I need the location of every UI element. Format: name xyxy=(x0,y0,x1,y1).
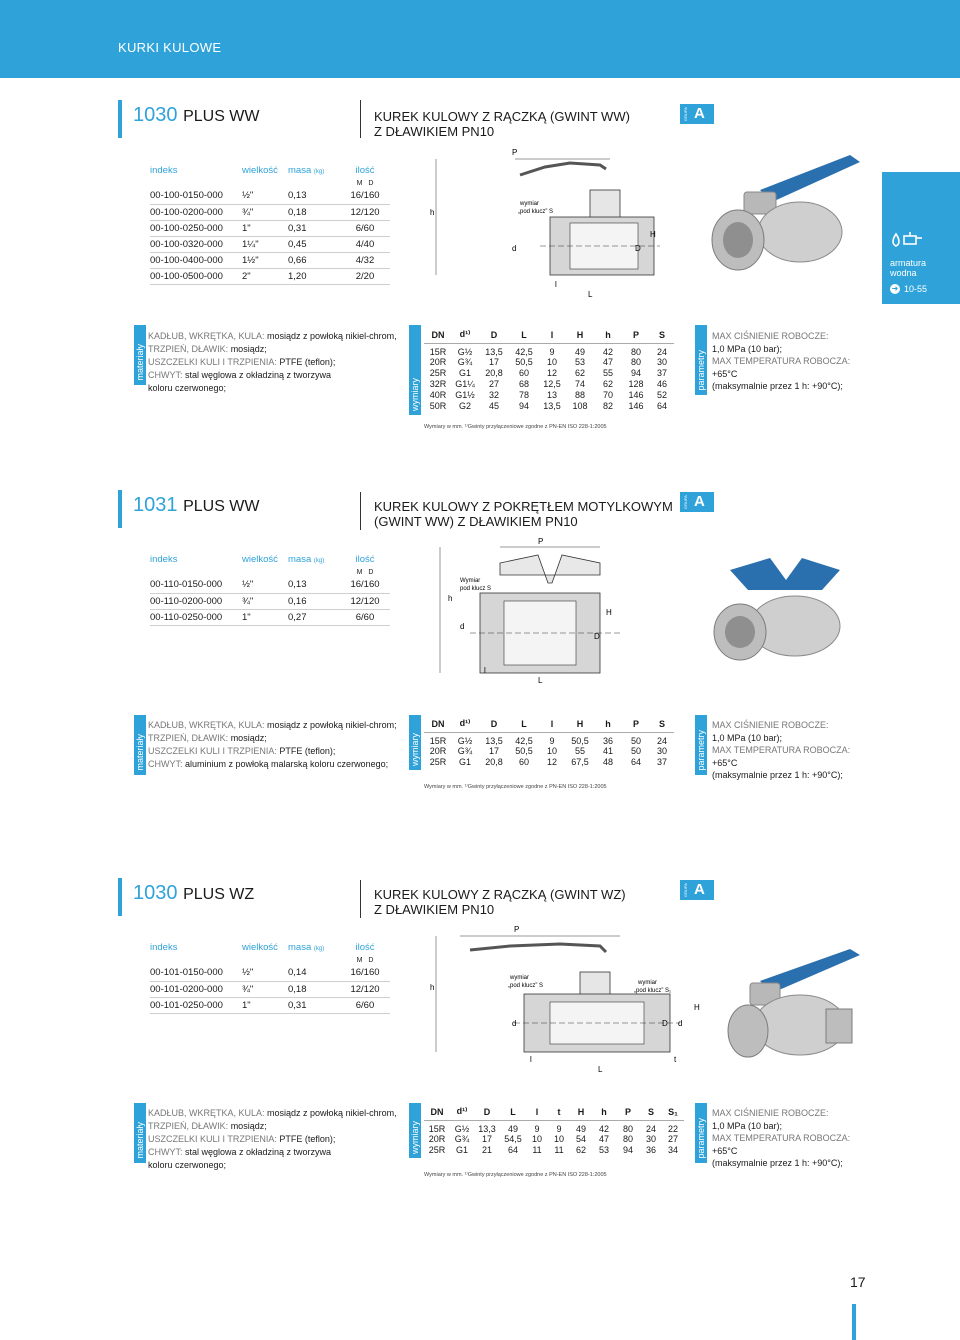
materials-text: KADŁUB, WKRĘTKA, KULA: mosiądz z powłoką nikiel-chrom, TRZPIEŃ, DŁAWIK: mosiądz; USZCZELKI KULI I TRZPIENIA: PTFE (teflon); CHWYT: stal węglowa z okładziną z tworzywa koloru czerwonego; xyxy=(148,331,397,393)
table-row: 32R G1¼ 27 68 12,5 74 62 128 46 xyxy=(429,379,667,389)
table-row: 20R G¾ 17 54,5 10 10 54 47 80 30 27 xyxy=(428,1134,678,1144)
svg-text:d: d xyxy=(678,1019,683,1028)
dimensions-tab: wymiary xyxy=(409,325,421,415)
table-row: 00-110-0200-000 ¾" 0,16 12/120 xyxy=(150,593,390,609)
table-row: 00-101-0150-000 ½" 0,14 16/160 xyxy=(150,965,390,981)
index-table: indeks wielkość masa (kg) ilość M D 00-100-0150-000 ½" 0,13 16/160 00-100-0200-000 ¾" 0,18 12/120 00-100-0250-000 1" 0,31 6/60 00-100-0320-000 1¼" 0,45 4/40 00-100-0400-000 1½" 0,66 4/32 00-100-0500-000 2" 1,20 2/20 xyxy=(150,162,390,285)
svg-text:P: P xyxy=(512,148,518,157)
materials-tab: materiały xyxy=(134,715,146,775)
svg-text:P: P xyxy=(514,925,520,934)
table-row: 00-101-0200-000 ¾" 0,18 12/120 xyxy=(150,981,390,997)
parameters-text: MAX CIŚNIENIE ROBOCZE: 1,0 MPa (10 bar); MAX TEMPERATURA ROBOCZA: +65°C (maksymalnie przez 1 h: +90°C); xyxy=(712,1108,851,1168)
table-row: 00-100-0320-000 1¼" 0,45 4/40 xyxy=(150,236,390,252)
table-row: 25R G1 21 64 11 11 62 53 94 36 34 xyxy=(428,1145,678,1155)
svg-text:l: l xyxy=(555,280,557,289)
svg-text:D: D xyxy=(594,632,600,641)
materials-text: KADŁUB, WKRĘTKA, KULA: mosiądz z powłoką nikiel-chrom, TRZPIEŃ, DŁAWIK: mosiądz; USZCZELKI KULI I TRZPIENIA: PTFE (teflon); CHWYT: stal węglowa z okładziną z tworzywa koloru czerwonego; xyxy=(148,1108,397,1170)
table-row: 50R G2 45 94 13,5 108 82 146 64 xyxy=(429,401,667,411)
header-title: KURKI KULOWE xyxy=(118,40,222,55)
svg-text:pod klucz S: pod klucz S xyxy=(460,586,492,592)
svg-text:L: L xyxy=(588,290,593,299)
svg-text:l: l xyxy=(530,1055,532,1064)
svg-text:„pod klucz” S: „pod klucz” S xyxy=(508,983,544,989)
dimensions-table: DN d¹⁾ D L l t H h P S S₁ 15R G½ 13,3 49 9 9 49 42 80 24 22 20R G¾ 17 54,5 10 10 54 47 80 30 27 25R G1 21 64 11 11 62 53 94 36 34 xyxy=(424,1104,684,1156)
table-row: 25R G1 20,8 60 12 67,5 48 64 37 xyxy=(429,757,667,767)
technical-drawing xyxy=(420,922,720,1077)
svg-text:H: H xyxy=(650,230,656,239)
page-number: 17 xyxy=(850,1274,866,1290)
model-number: 1031 PLUS WW xyxy=(133,494,260,516)
table-row: 00-110-0150-000 ½" 0,13 16/160 xyxy=(150,577,390,593)
svg-text:Wymiar: Wymiar xyxy=(460,578,481,584)
svg-text:H: H xyxy=(694,1003,700,1012)
table-row: 20R G¾ 17 50,5 10 55 41 50 30 xyxy=(429,746,667,756)
table-row: 15R G½ 13,3 49 9 9 49 42 80 24 22 xyxy=(428,1123,678,1134)
svg-text:wymiar: wymiar xyxy=(638,980,657,986)
table-row: 15R G½ 13,5 42,5 9 50,5 36 50 24 xyxy=(429,735,667,746)
product-photo xyxy=(720,935,870,1065)
parameters-tab: parametry xyxy=(695,715,707,775)
svg-text:l: l xyxy=(484,666,486,675)
svg-text:„pod klucz” S₁: „pod klucz” S₁ xyxy=(634,988,672,994)
product-title: KUREK KULOWY Z POKRĘTŁEM MOTYLKOWYM (GWINT WW) Z DŁAWIKIEM PN10 xyxy=(374,499,673,529)
category-label: armatura wodna xyxy=(890,258,927,278)
svg-text:t: t xyxy=(674,1055,677,1064)
svg-text:„pod klucz” S: „pod klucz” S xyxy=(518,209,554,215)
dimensions-table: DN d¹⁾ D L l H h P S 15R G½ 13,5 42,5 9 49 42 80 24 20R G¾ 17 50,5 10 53 47 80 30 25R G1 20,8 60 12 62 55 94 37 32R G1¼ 27 68 12,5 74 62 128 46 40R G1½ 32 78 13 88 70 146 52 50R G2 45 94 13,5 108 82 146 64 xyxy=(424,327,674,412)
dimensions-table: DN d¹⁾ D L l H h P S 15R G½ 13,5 42,5 9 50,5 36 50 24 20R G¾ 17 50,5 10 55 41 50 30 25R G1 20,8 60 12 67,5 48 64 37 xyxy=(424,716,674,768)
svg-text:D: D xyxy=(662,1019,668,1028)
svg-text:h: h xyxy=(430,983,435,992)
svg-text:wymiar: wymiar xyxy=(520,201,539,207)
svg-text:H: H xyxy=(606,608,612,617)
svg-text:P: P xyxy=(538,537,544,546)
svg-text:L: L xyxy=(538,676,543,685)
svg-text:h: h xyxy=(448,594,453,603)
index-table: indeks wielkość masa (kg) ilość M D 00-110-0150-000 ½" 0,13 16/160 00-110-0200-000 ¾" 0,16 12/120 00-110-0250-000 1" 0,27 6/60 xyxy=(150,551,390,626)
table-row: 15R G½ 13,5 42,5 9 49 42 80 24 xyxy=(429,346,667,357)
parameters-text: MAX CIŚNIENIE ROBOCZE: 1,0 MPa (10 bar); MAX TEMPERATURA ROBOCZA: +65°C (maksymalnie przez 1 h: +90°C); xyxy=(712,720,851,780)
dimensions-tab: wymiary xyxy=(409,715,421,770)
svg-text:D: D xyxy=(635,244,641,253)
materials-tab: materiały xyxy=(134,1103,146,1163)
parameters-tab: parametry xyxy=(695,325,707,395)
svg-text:d: d xyxy=(512,244,517,253)
svg-text:wymiar: wymiar xyxy=(510,975,529,981)
svg-text:h: h xyxy=(430,208,435,217)
parameters-tab: parametry xyxy=(695,1103,707,1163)
accent-bar xyxy=(118,878,122,916)
group-badge: GRUPA A xyxy=(680,492,714,512)
svg-text:d: d xyxy=(512,1019,517,1028)
group-badge: GRUPA A xyxy=(680,880,714,900)
table-row: 00-100-0150-000 ½" 0,13 16/160 xyxy=(150,188,390,204)
svg-text:d: d xyxy=(460,622,465,631)
table-row: 20R G¾ 17 50,5 10 53 47 80 30 xyxy=(429,357,667,367)
product-title: KUREK KULOWY Z RĄCZKĄ (GWINT WW) Z DŁAWIKIEM PN10 xyxy=(374,109,630,139)
table-row: 00-110-0250-000 1" 0,27 6/60 xyxy=(150,609,390,625)
table-row: 00-100-0500-000 2" 1,20 2/20 xyxy=(150,268,390,284)
table-row: 40R G1½ 32 78 13 88 70 146 52 xyxy=(429,390,667,400)
table-row: 00-101-0250-000 1" 0,31 6/60 xyxy=(150,997,390,1013)
title-separator xyxy=(360,880,361,918)
index-table: indeks wielkość masa (kg) ilość M D 00-101-0150-000 ½" 0,14 16/160 00-101-0200-000 ¾" 0,18 12/120 00-101-0250-000 1" 0,31 6/60 xyxy=(150,939,390,1014)
footnote: Wymiary w mm. ¹⁾Gwinty przyłączeniowe zgodne z PN-EN ISO 228-1:2005 xyxy=(424,784,607,790)
table-row: 00-100-0250-000 1" 0,31 6/60 xyxy=(150,220,390,236)
table-row: 00-100-0200-000 ¾" 0,18 12/120 xyxy=(150,204,390,220)
parameters-text: MAX CIŚNIENIE ROBOCZE: 1,0 MPa (10 bar); MAX TEMPERATURA ROBOCZA: +65°C (maksymalnie przez 1 h: +90°C); xyxy=(712,331,851,391)
arrow-right-icon: ➜ xyxy=(891,284,899,293)
materials-tab: materiały xyxy=(134,325,146,385)
model-number: 1030 PLUS WW xyxy=(133,104,260,126)
dimensions-tab: wymiary xyxy=(409,1103,421,1158)
product-title: KUREK KULOWY Z RĄCZKĄ (GWINT WZ) Z DŁAWIKIEM PN10 xyxy=(374,887,626,917)
model-number: 1030 PLUS WZ xyxy=(133,882,255,904)
page-link[interactable]: ➜ 10-55 xyxy=(891,284,928,294)
footnote: Wymiary w mm. ¹⁾Gwinty przyłączeniowe zgodne z PN-EN ISO 228-1:2005 xyxy=(424,1172,607,1178)
footnote: Wymiary w mm. ¹⁾Gwinty przyłączeniowe zgodne z PN-EN ISO 228-1:2005 xyxy=(424,424,607,430)
materials-text: KADŁUB, WKRĘTKA, KULA: mosiądz z powłoką nikiel-chrom; TRZPIEŃ, DŁAWIK: mosiądz; USZCZELKI KULI I TRZPIENIA: PTFE (teflon); CHWYT: aluminium z powłoką malarską koloru czerwonego; xyxy=(148,720,397,769)
table-row: 00-100-0400-000 1½" 0,66 4/32 xyxy=(150,252,390,268)
page-accent-bar xyxy=(852,1304,856,1340)
group-badge: GRUPA A xyxy=(680,104,714,124)
table-row: 25R G1 20,8 60 12 62 55 94 37 xyxy=(429,368,667,378)
svg-text:L: L xyxy=(598,1065,603,1074)
